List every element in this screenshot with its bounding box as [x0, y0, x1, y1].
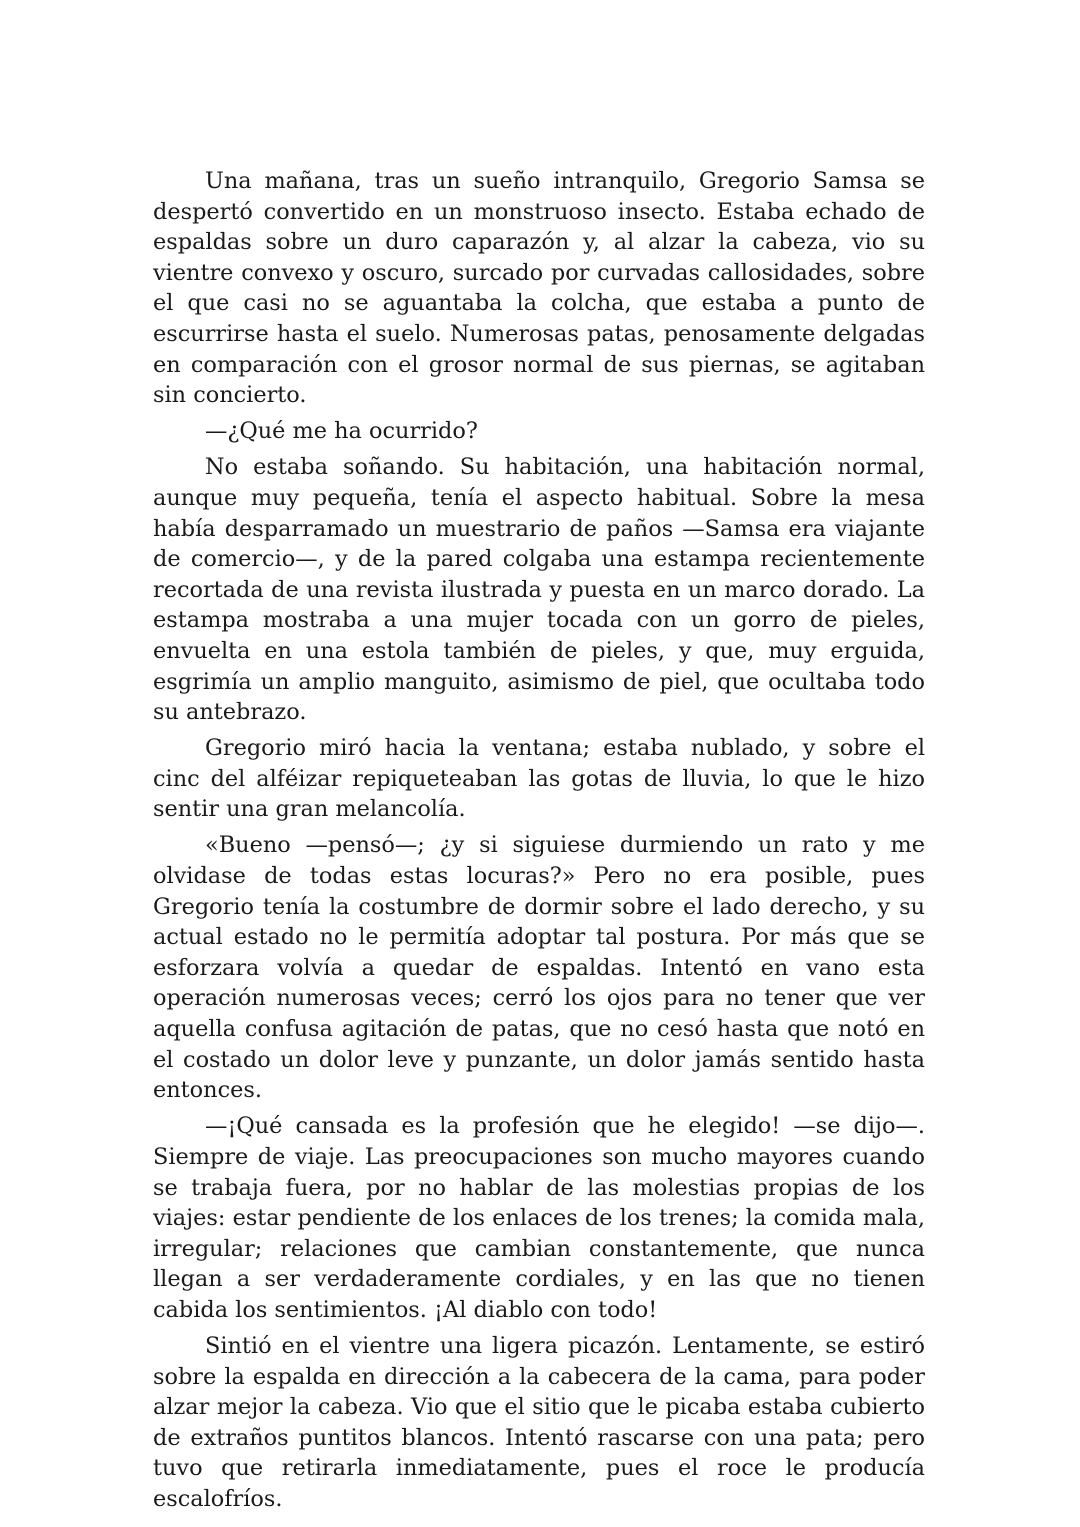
paragraph-5: «Bueno —pensó—; ¿y si siguiese durmiendo un rato y me olvidase de todas estas locuras?» Pero no era posible, pues Gregorio tenía la costumbre de dormir sobre el lado derecho, y su actual estado no le permitía adoptar tal postura. Por más que se esforzara volvía a quedar de espaldas. Intentó en vano esta operación numerosas veces; cerró los ojos para no tener que ver aquella confusa agitación de patas, que no cesó hasta que notó en el costado un dolor leve y punzante, un dolor jamás sentido hasta entonces. [153, 832, 925, 1104]
paragraph-6: —¡Qué cansada es la profesión que he elegido! —se dijo—. Siempre de viaje. Las preocupaciones son mucho mayores cuando se trabaja fuera, por no hablar de las molestias propias de los viajes: estar pendiente de los enlaces de los trenes; la comida mala, irregular; relaciones que cambian constantemente, que nunca llegan a ser verdaderamente cordiales, y en las que no tienen cabida los sentimientos. ¡Al diablo con todo! [153, 1113, 925, 1323]
body-text [153, 166, 925, 1520]
paragraph-7: Sintió en el vientre una ligera picazón. Lentamente, se estiró sobre la espalda en dirección a la cabecera de la cama, para poder alzar mejor la cabeza. Vio que el sitio que le picaba estaba cubierto de extraños puntitos blancos. Intentó rascarse con una pata; pero tuvo que retirarla inmediatamente, pues el roce le producía escalofríos. [153, 1332, 925, 1512]
paragraph-4: Gregorio miró hacia la ventana; estaba nublado, y sobre el cinc del alféizar repiqueteaban las gotas de lluvia, lo que le hizo sentir una gran melancolía. [153, 735, 925, 823]
paragraph-2: —¿Qué me ha ocurrido? [205, 418, 478, 445]
paragraph-3: No estaba soñando. Su habitación, una habitación normal, aunque muy pequeña, tenía el aspecto habitual. Sobre la mesa había desparramado un muestrario de paños —Samsa era viajante de comercio—, y de la pared colgaba una estampa recientemente recortada de una revista ilustrada y puesta en un marco dorado. La estampa mostraba a una mujer tocada con un gorro de pieles, envuelta en una estola también de pieles, y que, muy erguida, esgrimía un amplio manguito, asimismo de piel, que ocultaba todo su antebrazo. [153, 454, 925, 726]
paragraph-1: Una mañana, tras un sueño intranquilo, Gregorio Samsa se despertó convertido en un monstruoso insecto. Estaba echado de espaldas sobre un duro caparazón y, al alzar la cabeza, vio su vientre convexo y oscuro, surcado por curvadas callosidades, sobre el que casi no se aguantaba la colcha, que estaba a punto de escurrirse hasta el suelo. Numerosas patas, penosamente delgadas en comparación con el grosor normal de sus piernas, se agitaban sin concierto. [153, 168, 925, 409]
